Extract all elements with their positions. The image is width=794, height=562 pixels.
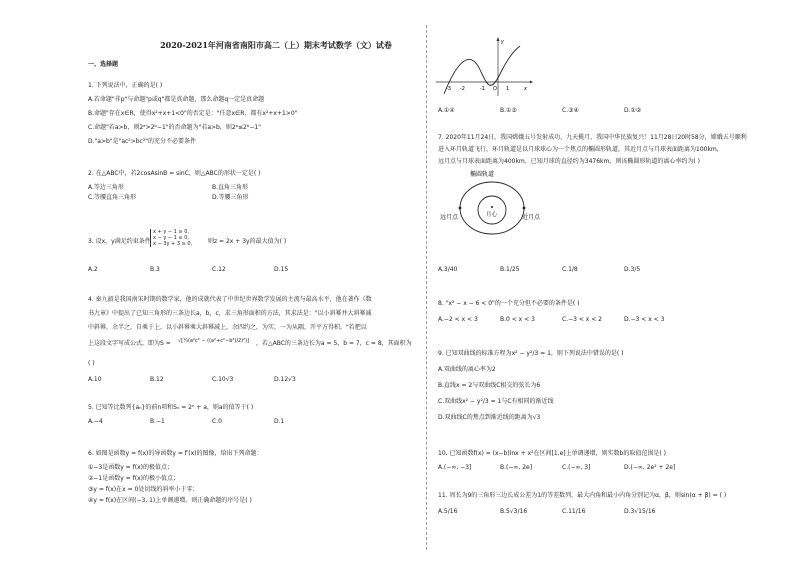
graph-y-label: y xyxy=(501,39,504,45)
q7-option-d: D.3/5 xyxy=(624,266,641,273)
moon-label: 月心 xyxy=(486,212,498,218)
q9-option-a: A.双曲线的离心率为2 xyxy=(438,366,496,373)
q4-option-d: D.12√3 xyxy=(274,376,296,383)
graph-x-label: x xyxy=(524,86,527,92)
q6-option-d: D.①② xyxy=(624,107,642,114)
far-point-label: 远月点 xyxy=(440,214,459,221)
moon-circle xyxy=(478,196,506,224)
q2-option-b: B.直角三角形 xyxy=(212,184,249,191)
q3-option-d: D.15 xyxy=(274,266,289,273)
q6-option-b: B.①③ xyxy=(500,107,517,114)
q6-item-1: ①−3是函数y = f(x)的极值点； xyxy=(88,464,173,471)
q3-constraint-2: x − y − 1 ≤ 0, xyxy=(153,235,189,241)
q4-heron-formula: √[¼(a²c² − ((a²+c²−b²)/2)²)] xyxy=(178,338,250,344)
q4-line-1: 4. 秦九韶是我国南宋时期的数学家，他的成就代表了中世纪世界数学发展的主流与最高水平，他在著作《数 xyxy=(88,296,372,303)
q4-paren: ( ) xyxy=(88,360,95,367)
q5-option-b: B.−1 xyxy=(150,418,165,425)
q3-option-a: A.2 xyxy=(88,266,98,273)
q2-option-a: A.等边三角形 xyxy=(88,184,124,191)
lunar-orbit-diagram xyxy=(440,164,560,250)
q8-stem: 8. "x² − x − 6 < 0"的一个充分但不必要的条件是( ) xyxy=(438,300,580,307)
q6-option-c: C.③④ xyxy=(562,107,579,114)
q10-option-c: C.(−∞, 3] xyxy=(562,464,591,471)
q2-option-c: C.等腰直角三角形 xyxy=(88,194,137,201)
q4-option-b: B.12 xyxy=(150,376,164,383)
column-divider xyxy=(426,25,427,550)
q4-option-c: C.10√3 xyxy=(212,376,234,383)
q10-stem: 10. 已知函数f(x) = (x−b)lnx + x²在区间[1,e]上单调递增，则实数b的取值范围是( ) xyxy=(438,450,667,457)
q11-option-a: A.5/16 xyxy=(438,508,458,515)
q9-option-b: B.直线x = 2与双曲线C相交的弦长为6 xyxy=(438,382,541,389)
q1-option-a: A.若命题"非p"与命题"p或q"都是真命题，那么命题q一定是真命题 xyxy=(88,96,265,103)
q2-stem: 2. 在△ABC中，若2cosAsinB = sinC，则△ABC的形状一定是( ) xyxy=(88,170,261,177)
derivative-graph xyxy=(434,34,534,98)
q3-option-c: C.12 xyxy=(212,266,226,273)
q9-option-d: D.双曲线C的焦点到渐近线的距离为√3 xyxy=(438,414,541,421)
q3-tail: 则z = 2x + 3y的最大值为( ) xyxy=(208,238,287,245)
q1-option-d: D."a>b"是"ac²>bc²"的充分不必要条件 xyxy=(88,138,197,145)
far-point-dot xyxy=(459,207,462,210)
tick-label: -2 xyxy=(460,86,465,92)
near-point-dot xyxy=(523,207,526,210)
q7-option-b: B.1/25 xyxy=(500,266,520,273)
tick-label: -3 xyxy=(446,86,451,92)
q1-stem: 1. 下列说法中，正确的是( ) xyxy=(88,82,163,89)
orbit-label: 椭圆轨道 xyxy=(470,171,495,178)
tick-label: -1 xyxy=(480,86,485,92)
graph-y-arrow xyxy=(497,37,500,41)
q11-option-c: C.11/16 xyxy=(562,508,586,515)
q3-constraint-3: x − 3y + 3 ≥ 0, xyxy=(153,241,193,247)
q9-option-c: C.双曲线x² − y²/3 = 1与C有相同的渐近线 xyxy=(438,398,554,405)
q3-stem: 3. 设x，y满足约束条件 xyxy=(88,238,151,245)
q11-option-b: B.5√3/16 xyxy=(500,508,528,515)
q7-line-2: 进入环月轨道飞行，环月轨道是以月球球心为一个焦点的椭圆形轨道，其近月点与月球表面距离为100km， xyxy=(438,146,723,153)
q6-item-4: ④y = f(x)在区间(−3, 1)上单调递增。则正确命题的序号是( ) xyxy=(88,497,252,504)
q8-option-c: C.−3 < x < 2 xyxy=(562,316,602,323)
graph-x-arrow xyxy=(530,81,533,84)
q1-option-b: B.命题"存在x∈R，使得x²+x+1<0"的否定是："任意x∈R，都有x²+x+1>0" xyxy=(88,110,298,117)
tick-label: O xyxy=(493,86,497,92)
q6-stem: 6. 如图是函数y = f(x)的导函数y = f′(x)的图像，给出下列命题： xyxy=(88,450,263,457)
q11-stem: 11. 周长为9的三角形三边长成公差为1的等差数列，最大内角和最小内角分别记为α，β，则sin(α + β) = ( ) xyxy=(438,492,727,499)
q5-option-c: C.0 xyxy=(212,418,222,425)
q5-option-d: D.1 xyxy=(274,418,285,425)
q3-constraint-1: x + y − 1 ≥ 0, xyxy=(153,229,189,235)
q8-option-a: A.−2 < x < 3 xyxy=(438,316,478,323)
q8-option-b: B.0 < x < 3 xyxy=(500,316,535,323)
q11-option-d: D.3√15/16 xyxy=(624,508,656,515)
q10-option-d: D.(−∞, 2e² + 2e] xyxy=(624,464,676,471)
q6-item-3: ③y = f(x)在x = 0处切线的斜率小于零； xyxy=(88,486,199,493)
q7-option-c: C.1/8 xyxy=(562,266,578,273)
q4-line-4a: 上这段文字写成公式，即为S = xyxy=(88,340,171,347)
exam-sheet xyxy=(78,30,747,550)
q6-item-2: ②−1是函数y = f(x)的极小值点； xyxy=(88,475,179,482)
q5-stem: 5. 已知等比数列{aₙ}的前n项和Sₙ = 2ⁿ + a，则a的值等于( ) xyxy=(88,404,254,411)
q7-line-3: 远月点与月球表面距离为400km，已知月球的直径约为3476km，则该椭圆形轨道的离心率约为( ) xyxy=(438,158,700,165)
q3-option-b: B.3 xyxy=(150,266,160,273)
q8-option-d: D.−3 < x < 3 xyxy=(624,316,665,323)
q4-option-a: A.10 xyxy=(88,376,102,383)
q7-line-1: 7. 2020年11月24日，我国嫦娥五号发射成功，九天揽月，我国中华民族复兴！11月28日20时58分，嫦娥五号顺利 xyxy=(438,134,747,141)
q9-stem: 9. 已知双曲线的标准方程为x² − y²/3 = 1，则下列说法中错误的是( ) xyxy=(438,350,624,357)
q1-option-c: C.命题"若a>b，则2ᵃ>2ᵇ−1"的否命题为"若a>b，则2ᵃ≤2ᵇ−1" xyxy=(88,124,262,131)
q4-line-4b: ，若△ABC的三条边长为a = 5，b = 7，c = 8，其面积为 xyxy=(256,340,412,347)
q10-option-b: B.(−∞, 2e] xyxy=(500,464,533,471)
q3-constraint-system xyxy=(150,229,192,247)
q7-option-a: A.3/40 xyxy=(438,266,458,273)
section-heading: 一、选择题 xyxy=(88,61,119,68)
q2-option-d: D.等腰三角形 xyxy=(212,194,249,201)
q4-line-2: 书九章》中提出了已知三角形的三条边长a，b，c，求三角形面积的方法，其求法是："以小斜幂并大斜幂减 xyxy=(88,310,372,317)
q5-option-a: A.−4 xyxy=(88,418,103,425)
moon-center-dot xyxy=(491,206,493,208)
exam-title: 2020-2021年河南省南阳市高二（上）期末考试数学（文）试卷 xyxy=(160,40,392,50)
q4-line-3: 中斜幂，余半之，自乘于上，以小斜幂乘大斜幂减上，余四约之，为实，一为从隅，开平方得积。"若把以 xyxy=(88,324,367,331)
tick-label: 1 xyxy=(506,86,510,92)
q10-option-a: A.(−∞, −3] xyxy=(438,464,472,471)
q6-option-a: A.①④ xyxy=(438,107,455,114)
near-point-label: 近月点 xyxy=(522,214,541,221)
